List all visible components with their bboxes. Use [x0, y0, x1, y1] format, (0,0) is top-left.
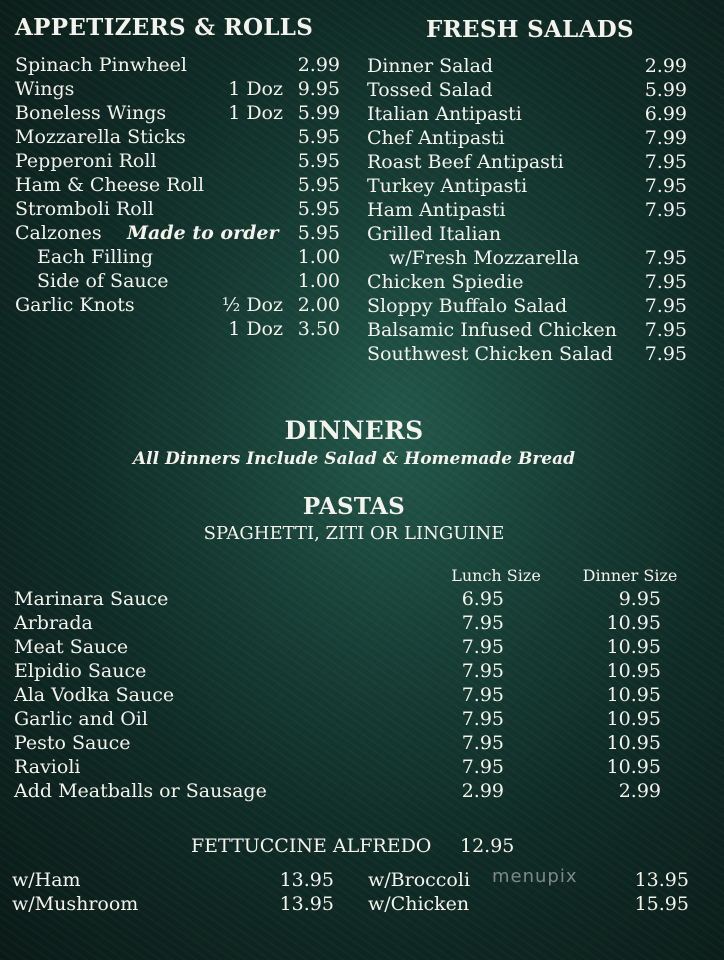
item-price: 5.95 [297, 126, 340, 148]
menu-row [367, 222, 687, 246]
menu-row [367, 102, 687, 126]
menu-row [15, 53, 340, 77]
menu-row [15, 221, 340, 245]
menu-row [15, 101, 340, 125]
watermark-logo: menupix [492, 866, 578, 887]
item-price: 15.95 [634, 893, 689, 915]
menu-row [367, 342, 687, 366]
item-price: 3.50 [297, 318, 340, 340]
item-name: w/Fresh Mozzarella [389, 247, 580, 269]
item-name: Marinara Sauce [14, 588, 169, 610]
menu-row [14, 779, 694, 803]
item-name: Tossed Salad [367, 79, 493, 101]
item-price: 13.95 [279, 869, 334, 891]
item-name: Chef Antipasti [367, 127, 505, 149]
item-price: 5.99 [644, 79, 687, 101]
item-name: Sloppy Buffalo Salad [367, 295, 568, 317]
item-name: Ala Vodka Sauce [14, 684, 175, 706]
menu-row [367, 246, 687, 270]
menu-row [15, 245, 340, 269]
lunch-price: 7.95 [461, 708, 504, 730]
lunch-price: 2.99 [461, 780, 504, 802]
dinners-heading: DINNERS [284, 416, 424, 445]
item-quantity: ½ Doz [221, 294, 283, 316]
item-name: Garlic and Oil [14, 708, 148, 730]
item-price: 7.95 [644, 247, 687, 269]
item-name: Meat Sauce [14, 636, 129, 658]
dinner-price: 10.95 [606, 708, 661, 730]
item-quantity: 1 Doz [228, 78, 283, 100]
item-name: Balsamic Infused Chicken [367, 319, 617, 341]
item-name: Mozzarella Sticks [15, 126, 186, 148]
fettuccine-price: 12.95 [460, 835, 515, 857]
dinner-price: 10.95 [606, 684, 661, 706]
item-name: Grilled Italian [367, 223, 502, 245]
item-name: Elpidio Sauce [14, 660, 147, 682]
lunch-price: 7.95 [461, 756, 504, 778]
item-name: Turkey Antipasti [367, 175, 528, 197]
menu-row [12, 868, 334, 892]
menu-row [14, 611, 694, 635]
menu-row [368, 892, 689, 916]
item-name: Garlic Knots [15, 294, 135, 316]
menu-row [15, 125, 340, 149]
menu-row [15, 293, 340, 317]
dinner-price: 9.95 [618, 588, 661, 610]
item-price: 2.99 [297, 54, 340, 76]
item-price: 13.95 [634, 869, 689, 891]
dinner-price: 10.95 [606, 636, 661, 658]
item-price: 5.95 [297, 174, 340, 196]
appetizers-heading: APPETIZERS & ROLLS [15, 14, 314, 41]
item-price: 5.99 [297, 102, 340, 124]
item-name: Spinach Pinwheel [15, 54, 187, 76]
menu-row [367, 174, 687, 198]
item-quantity: 1 Doz [228, 102, 283, 124]
item-name: Wings [15, 78, 75, 100]
menu-row [14, 707, 694, 731]
item-price: 13.95 [279, 893, 334, 915]
item-price: 2.99 [644, 55, 687, 77]
item-price: 7.95 [644, 151, 687, 173]
item-name: w/Ham [12, 869, 81, 891]
lunch-price: 7.95 [461, 732, 504, 754]
item-quantity: 1 Doz [228, 318, 283, 340]
item-price: 9.95 [297, 78, 340, 100]
item-price: 7.95 [644, 271, 687, 293]
item-price: 7.99 [644, 127, 687, 149]
menu-row [14, 635, 694, 659]
menu-row [367, 294, 687, 318]
lunch-price: 7.95 [461, 660, 504, 682]
item-name: Pesto Sauce [14, 732, 131, 754]
lunch-price: 7.95 [461, 612, 504, 634]
item-name: Italian Antipasti [367, 103, 522, 125]
item-note: Made to order [127, 222, 279, 244]
item-name: Ravioli [14, 756, 81, 778]
item-name: Arbrada [14, 612, 93, 634]
item-price: 6.99 [644, 103, 687, 125]
menu-row [14, 659, 694, 683]
menu-row [15, 317, 340, 341]
item-name: Southwest Chicken Salad [367, 343, 613, 365]
item-price: 5.95 [297, 222, 340, 244]
item-name: Each Filling [37, 246, 154, 268]
item-name: Calzones [15, 222, 102, 244]
item-price: 1.00 [297, 270, 340, 292]
menu-row [367, 270, 687, 294]
item-name: Dinner Salad [367, 55, 494, 77]
menu-row [14, 683, 694, 707]
menu-row [14, 731, 694, 755]
menu-row [14, 587, 694, 611]
lunch-price: 7.95 [461, 636, 504, 658]
menu-row [12, 892, 334, 916]
item-price: 5.95 [297, 198, 340, 220]
menu-row [367, 126, 687, 150]
item-name: w/Mushroom [12, 893, 139, 915]
menu-row [15, 173, 340, 197]
dinner-price: 10.95 [606, 660, 661, 682]
dinner-price: 10.95 [606, 756, 661, 778]
item-price: 7.95 [644, 175, 687, 197]
dinner-size-header: Dinner Size [582, 566, 678, 585]
item-price: 5.95 [297, 150, 340, 172]
menu-row [367, 78, 687, 102]
item-name: Pepperoni Roll [15, 150, 157, 172]
menu-row [367, 150, 687, 174]
menu-row [367, 54, 687, 78]
lunch-size-header: Lunch Size [451, 566, 541, 585]
item-name: Boneless Wings [15, 102, 167, 124]
salads-heading: FRESH SALADS [426, 16, 634, 43]
item-price: 7.95 [644, 199, 687, 221]
pastas-subtitle: SPAGHETTI, ZITI OR LINGUINE [203, 523, 505, 544]
lunch-price: 7.95 [461, 684, 504, 706]
menu-row [15, 197, 340, 221]
dinner-price: 10.95 [606, 732, 661, 754]
item-name: Roast Beef Antipasti [367, 151, 564, 173]
item-price: 1.00 [297, 246, 340, 268]
item-name: Side of Sauce [37, 270, 169, 292]
item-name: w/Broccoli [368, 869, 471, 891]
item-price: 2.00 [297, 294, 340, 316]
item-name: Ham & Cheese Roll [15, 174, 205, 196]
dinners-subtitle: All Dinners Include Salad & Homemade Bread [132, 449, 576, 469]
menu-row [15, 77, 340, 101]
menu-row [367, 198, 687, 222]
item-name: Add Meatballs or Sausage [14, 780, 267, 802]
item-price: 7.95 [644, 343, 687, 365]
dinner-price: 10.95 [606, 612, 661, 634]
item-name: Stromboli Roll [15, 198, 154, 220]
pastas-heading: PASTAS [302, 493, 406, 520]
item-name: Ham Antipasti [367, 199, 506, 221]
item-price: 7.95 [644, 295, 687, 317]
lunch-price: 6.95 [461, 588, 504, 610]
dinner-price: 2.99 [618, 780, 661, 802]
menu-row [15, 269, 340, 293]
item-name: w/Chicken [368, 893, 470, 915]
item-price: 7.95 [644, 319, 687, 341]
item-name: Chicken Spiedie [367, 271, 524, 293]
menu-row [15, 149, 340, 173]
menu-row [367, 318, 687, 342]
fettuccine-title: FETTUCCINE ALFREDO [191, 835, 432, 857]
menu-row [14, 755, 694, 779]
